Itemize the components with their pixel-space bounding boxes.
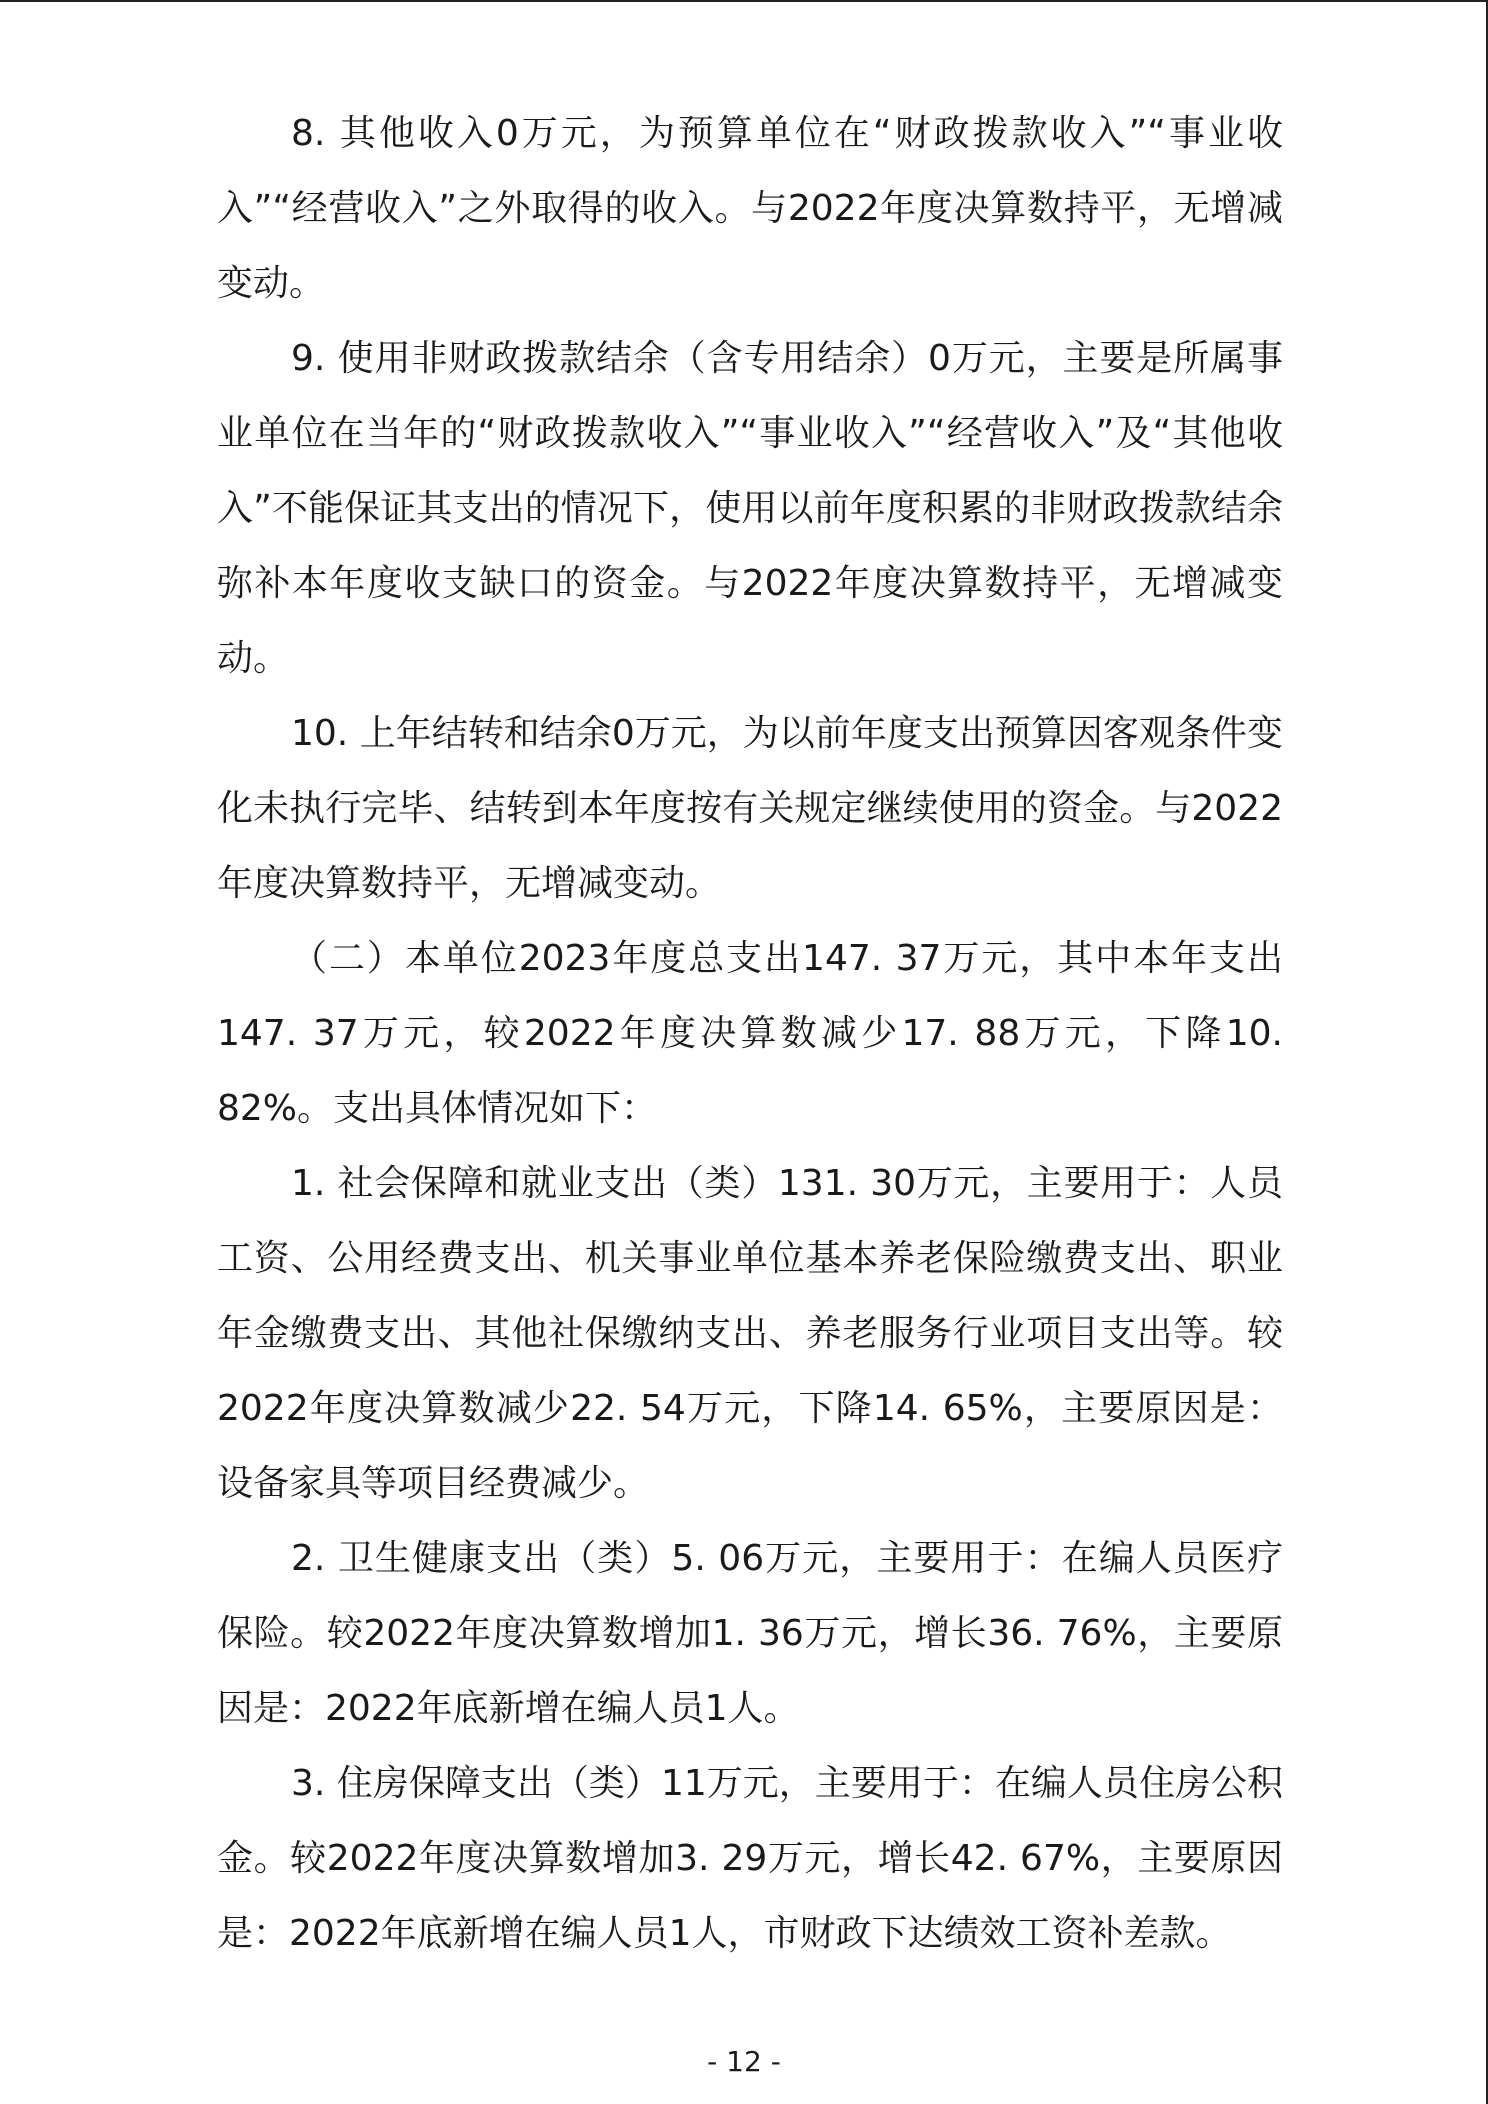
page-top-border: [0, 0, 1488, 2]
page-number: - 12 -: [707, 2045, 781, 2078]
document-body: [217, 96, 1283, 1971]
paragraph-other-income: 8. 其他收入0万元，为预算单位在“财政拨款收入”“事业收入”“经营收入”之外取得的收入。与2022年度决算数持平，无增减变动。: [217, 113, 1283, 304]
paragraph-carryover: 10. 上年结转和结余0万元，为以前年度支出预算因客观条件变化未执行完毕、结转到本年度按有关规定继续使用的资金。与2022年度决算数持平，无增减变动。: [217, 713, 1283, 904]
paragraph-housing-expenditure: 3. 住房保障支出（类）11万元，主要用于：在编人员住房公积金。较2022年度决算数增加3. 29万元，增长42. 67%，主要原因是：2022年底新增在编人员1人，市财政下达绩效工资补差款。: [217, 1763, 1283, 1954]
paragraph-social-security-expenditure: 1. 社会保障和就业支出（类）131. 30万元，主要用于：人员工资、公用经费支出、机关事业单位基本养老保险缴费支出、职业年金缴费支出、其他社保缴纳支出、养老服务行业项目支出等。较2022年度决算数减少22. 54万元，下降14. 65%，主要原因是：设备家具等项目经费减少。: [217, 1163, 1283, 1504]
paragraph-health-expenditure: 2. 卫生健康支出（类）5. 06万元，主要用于：在编人员医疗保险。较2022年度决算数增加1. 36万元，增长36. 76%，主要原因是：2022年底新增在编人员1人。: [217, 1538, 1283, 1729]
paragraph-non-fiscal-balance: 9. 使用非财政拨款结余（含专用结余）0万元，主要是所属事业单位在当年的“财政拨款收入”“事业收入”“经营收入”及“其他收入”不能保证其支出的情况下，使用以前年度积累的非财政拨款结余弥补本年度收支缺口的资金。与2022年度决算数持平，无增减变动。: [217, 338, 1283, 679]
paragraph-total-expenditure: （二）本单位2023年度总支出147. 37万元，其中本年支出147. 37万元，较2022年度决算数减少17. 88万元，下降10. 82%。支出具体情况如下：: [217, 938, 1283, 1129]
